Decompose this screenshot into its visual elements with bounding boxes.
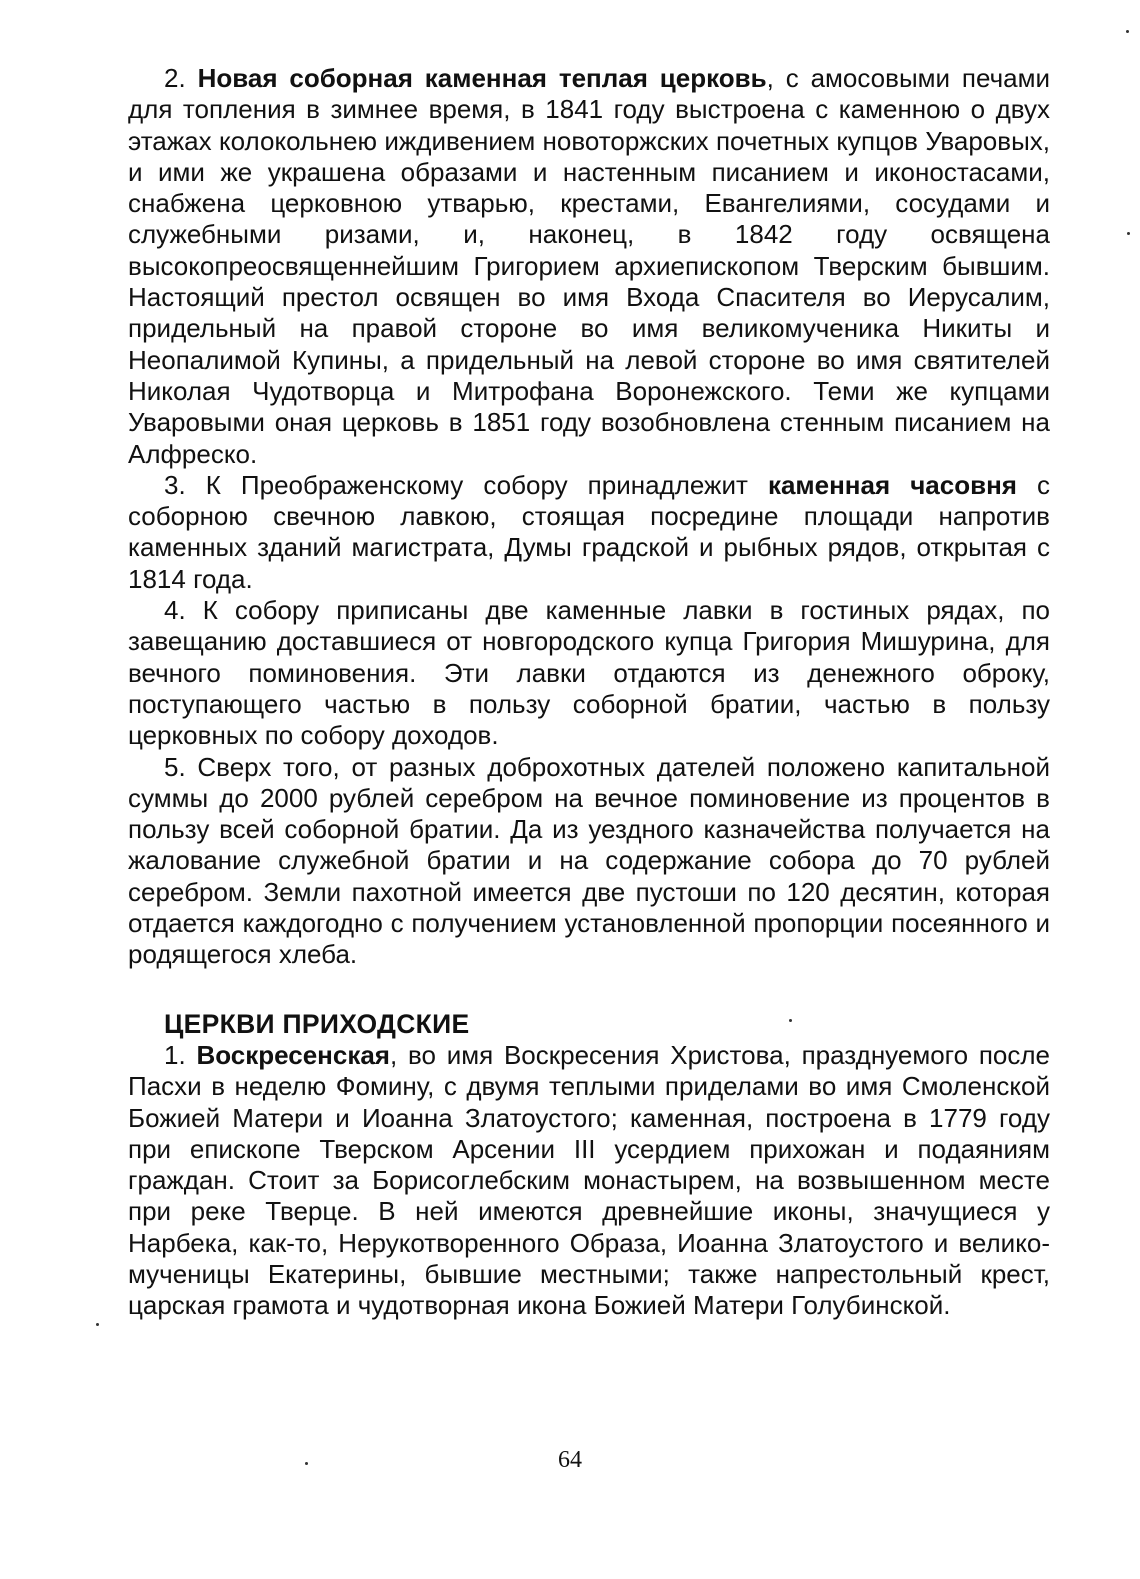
scan-speck <box>305 1462 308 1465</box>
scan-speck <box>1127 232 1130 235</box>
paragraph-item-5: 5. Сверх того, от разных доброхотных дателей положено капитальной суммы до 2000 рублей серебром на вечное поминовение из процентов в пользу всей соборной братии. Да из уездного казначейства получается на жалование служебной братии и на содержание собора до 70 рублей серебром. Земли пахотной имеется две пустоши по 120 десятин, которая отдается каждогодно с получением установленной пропорции посеянного и родящегося хлеба. <box>128 751 1050 970</box>
bold-term: Воскресенская <box>196 1039 390 1070</box>
paragraph-parish-1: 1. Воскресенская, во имя Воскресения Христова, празднуемого после Пасхи в неделю Фомину, с двумя теплыми приделами во имя Смоленской Божией Матери и Иоанна Златоустого; каменная, построена в 1779 году при епископе Тверском Арсении III усердием прихожан и подаяниям граждан. Стоит за Борисоглебским монастырем, на возвышенном месте при реке Тверце. В ней имеются древнейшие иконы, значущиеся у Нарбека, как-то, Нерукотворенного Образа, Иоанна Златоустого и великомученицы Екатерины, бывшие местными; также напрестольный крест, царская грамота и чудотворная икона Божией Матери Голубинской. <box>128 1039 1050 1321</box>
page-number: 64 <box>558 1447 582 1473</box>
bold-term: Новая соборная каменная теплая церковь <box>197 63 767 93</box>
page-body <box>128 63 1050 1322</box>
paragraph-item-2: 2. Новая соборная каменная теплая церковь, с амосовыми печами для топления в зимнее время, в 1841 году выстроена с каменною о двух этажах колокольнею иждивением новоторжских почетных купцов Уваровых, и ими же украшена образами и настенным писанием и иконостасами, снабжена церковною утварью, крестами, Евангелиями, сосудами и служебными ризами, и, наконец, в 1842 году освящена высокопреосвященнейшим Григорием архиепископом Тверским бывшим. Настоящий престол освящен во имя Входа Спасителя во Иерусалим, придельный на правой стороне во имя великомученика Никиты и Неопалимой Купины, а придельный на левой стороне во имя святителей Николая Чудотворца и Митрофана Воронежского. Теми же купцами Уваровыми оная церковь в 1851 году возобновлена стенным писанием на Алфреско. <box>128 63 1050 469</box>
scan-speck <box>96 1323 99 1326</box>
section-heading: ЦЕРКВИ ПРИХОДСКИЕ <box>164 1008 470 1039</box>
scan-speck <box>1126 30 1129 33</box>
paragraph-item-3: 3. К Преображенскому собору принадлежит каменная часовня с соборною свечною лавкою, стоящая посредине площади напротив каменных зданий магистрата, Думы градской и рыбных рядов, открытая с 1814 года. <box>128 469 1050 594</box>
bold-term: каменная часовня <box>767 469 1017 500</box>
paragraph-item-4: 4. К собору приписаны две каменные лавки в гостиных рядах, по завещанию доставшиеся от новгородского купца Григория Мишурина, для вечного поминовения. Эти лавки отдаются из денежного оброку, поступающего частью в пользу соборной братии, частью в пользу церковных по собору доходов. <box>128 595 1050 751</box>
scan-speck <box>789 1019 792 1022</box>
